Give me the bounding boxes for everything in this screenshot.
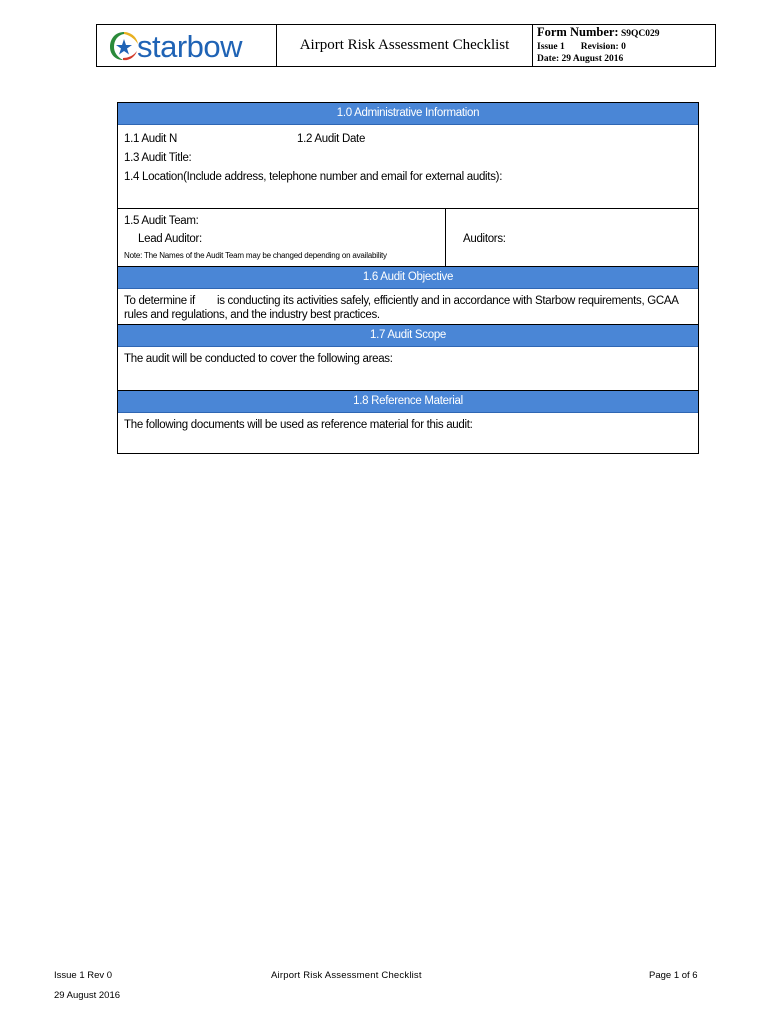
auditors-cell [446,209,698,266]
admin-info-row [118,125,698,209]
section-heading-reference: 1.8 Reference Material [118,391,698,413]
starbow-logo-icon [107,29,141,63]
document-header [96,24,716,67]
footer-title: Airport Risk Assessment Checklist [271,970,422,981]
auditors-label: Auditors: [463,233,506,245]
footer-date: 29 August 2016 [54,990,121,1001]
location-colon: : [499,171,503,183]
objective-text-b: is conducting its activities safely, efficiently and in accordance with Starbow requirements, GCAA rules and regulations, and the industry best practices. [124,295,679,321]
logo-cell [97,25,277,66]
date-label: Date: 29 August 2016 [537,54,624,64]
audit-date-label: 1.2 Audit Date [297,133,366,145]
objective-row [118,289,698,325]
lead-auditor-label: Lead Auditor: [138,233,202,245]
location-label: 1.4 Location [124,171,184,183]
audit-number-label: 1.1 Audit N [124,133,177,145]
section-heading-objective: 1.6 Audit Objective [118,267,698,289]
form-number-label: Form Number: [537,25,619,39]
footer-issue-rev: Issue 1 Rev 0 [54,970,113,981]
section-heading-scope: 1.7 Audit Scope [118,325,698,347]
section-heading-admin: 1.0 Administrative Information [118,103,698,125]
location-hint: (Include address, telephone number and email for external audits) [183,171,500,183]
audit-team-cell [118,209,446,266]
audit-team-row [118,209,698,267]
footer-page-number: Page 1 of 6 [649,970,698,981]
form-number-value: S9QC029 [620,29,660,39]
objective-text-a: To determine if [124,295,195,307]
location-line [124,171,502,183]
audit-form-table [117,102,699,454]
scope-row: The audit will be conducted to cover the following areas: [118,347,698,391]
form-info [533,25,715,66]
document-title: Airport Risk Assessment Checklist [277,25,533,66]
logo-text: starbow [137,29,243,64]
audit-team-note: Note: The Names of the Audit Team may be changed depending on availability [124,251,387,260]
audit-title-label: 1.3 Audit Title: [124,152,192,164]
issue-label: Issue 1 [537,41,565,52]
audit-team-label: 1.5 Audit Team: [124,215,199,227]
reference-row: The following documents will be used as reference material for this audit: [124,419,473,431]
revision-label: Revision: 0 [580,41,626,52]
